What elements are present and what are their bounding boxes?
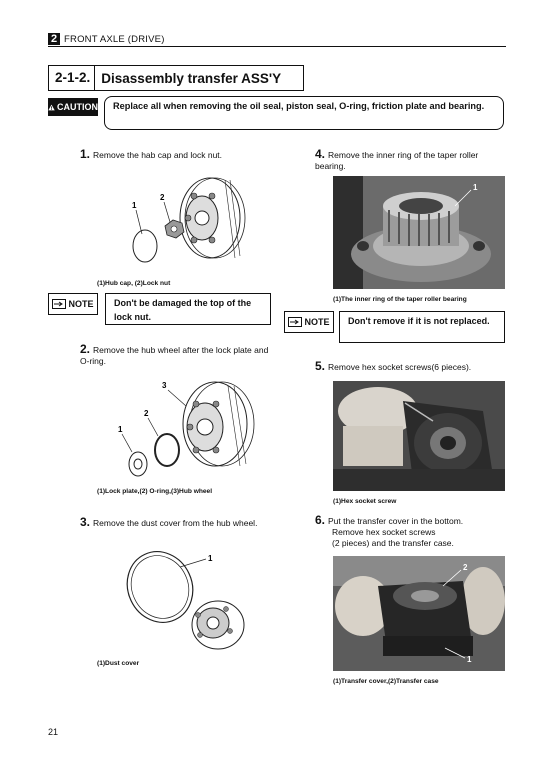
- callout-1: 1: [132, 201, 137, 210]
- figure-caption: (1)Lock plate,(2) O-ring,(3)Hub wheel: [97, 488, 213, 495]
- dust-cover-illustration: [118, 545, 258, 657]
- step-number: 5.: [315, 359, 326, 373]
- caution-label: CAUTION: [57, 102, 98, 112]
- callout-1: 1: [467, 655, 472, 664]
- pointing-hand-icon: [52, 299, 66, 309]
- figure-caption: (1)Transfer cover,(2)Transfer case: [333, 678, 439, 685]
- note-step-1: [48, 293, 271, 325]
- step-text-line-1: Put the transfer cover in the bottom.: [328, 516, 464, 526]
- callout-1: 1: [208, 554, 213, 563]
- figure-caption: (1)Dust cover: [97, 660, 140, 667]
- hub-cap-lock-nut-illustration: [110, 168, 250, 278]
- step-5: [315, 361, 505, 373]
- step-4: [315, 149, 505, 172]
- step-text: Remove the dust cover from the hub wheel.: [93, 518, 258, 528]
- step-number: 1.: [80, 147, 91, 161]
- section-title-box: [48, 65, 304, 91]
- transfer-case-photo: [333, 556, 505, 671]
- step-text-line-2: Remove hex socket screws: [332, 527, 436, 537]
- callout-3: 3: [162, 381, 167, 390]
- step-text: Remove the inner ring of the taper roller bearing.: [315, 150, 479, 171]
- chapter-header: [48, 33, 165, 45]
- taper-bearing-photo: [333, 176, 505, 289]
- note-label: NOTE: [68, 299, 94, 309]
- step-number: 6.: [315, 513, 326, 527]
- chapter-title: FRONT AXLE (DRIVE): [64, 33, 165, 45]
- caution-text: Replace all when removing the oil seal, piston seal, O-ring, friction plate and bearing.: [104, 96, 504, 130]
- step-6: [315, 515, 515, 549]
- figure-caption: (1)Hub cap, (2)Lock nut: [97, 280, 171, 287]
- step-3: [80, 517, 280, 529]
- note-badge: [284, 311, 334, 333]
- note-label: NOTE: [304, 317, 330, 327]
- step-2: [80, 344, 280, 367]
- step-text-line-3: (2 pieces) and the transfer case.: [332, 538, 454, 548]
- pointing-hand-icon: [288, 317, 302, 327]
- step-number: 3.: [80, 515, 91, 529]
- callout-2: 2: [463, 563, 468, 572]
- warning-triangle-icon: [48, 102, 55, 113]
- callout-1: 1: [473, 183, 478, 192]
- hex-socket-screw-photo: [333, 381, 505, 491]
- hub-wheel-oring-illustration: [110, 372, 255, 482]
- step-text: Remove the hab cap and lock nut.: [93, 150, 223, 160]
- section-title: Disassembly transfer ASS'Y: [101, 70, 282, 86]
- caution-badge: [48, 98, 98, 116]
- header-divider: [48, 46, 506, 47]
- note-badge: [48, 293, 98, 315]
- section-number: 2-1-2.: [49, 66, 95, 90]
- callout-2: 2: [160, 193, 165, 202]
- note-text: Don't remove if it is not replaced.: [339, 311, 505, 343]
- step-number: 4.: [315, 147, 326, 161]
- note-text: Don't be damaged the top of the lock nut.: [105, 293, 271, 325]
- step-text: Remove the hub wheel after the lock plate and O-ring.: [80, 345, 269, 366]
- step-text: Remove hex socket screws(6 pieces).: [328, 362, 472, 372]
- chapter-number-badge: 2: [48, 33, 60, 45]
- callout-2: 2: [144, 409, 149, 418]
- page-number: 21: [48, 727, 59, 737]
- figure-caption: (1)The inner ring of the taper roller bearing: [333, 296, 467, 303]
- callout-1: 1: [118, 425, 123, 434]
- step-number: 2.: [80, 342, 91, 356]
- note-step-4: [284, 311, 505, 343]
- step-1: [80, 149, 222, 161]
- figure-caption: (1)Hex socket screw: [333, 498, 397, 505]
